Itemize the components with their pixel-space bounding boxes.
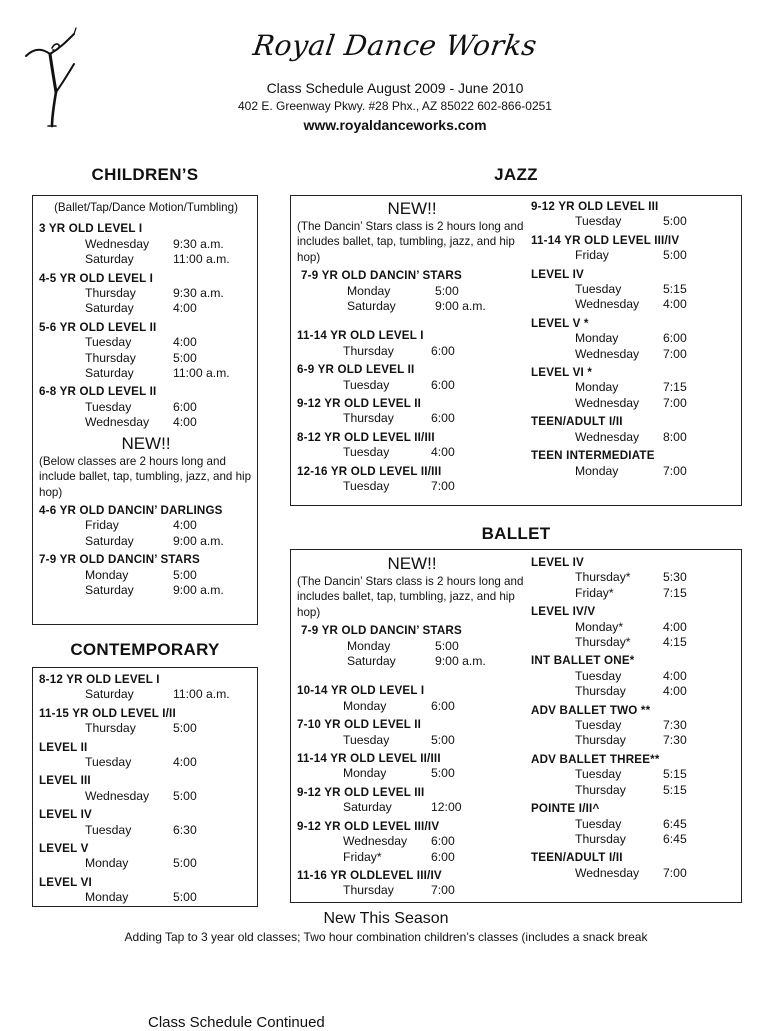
session-time: 4:00 [173,518,197,533]
session-day: Monday* [575,619,624,634]
class-item [39,841,253,872]
session-row [531,331,736,346]
class-name: LEVEL IV [531,556,584,569]
session-time: 6:00 [173,399,197,414]
session-day: Tuesday [85,335,132,350]
session-time: 5:00 [173,856,197,871]
session-day: Thursday [343,411,394,426]
ballet-left-column [297,554,527,902]
session-row [297,733,527,748]
session-row [531,684,736,699]
session-time: 5:30 [663,570,687,585]
session-day: Wednesday [85,415,150,430]
session-time: 11:00 a.m. [173,687,230,702]
session-time: 4:00 [173,335,197,350]
class-item [531,850,736,881]
session-time: 5:00 [173,721,197,736]
session-day: Tuesday [85,399,132,414]
jazz-title: JAZZ [494,165,538,184]
session-time: 6:00 [431,698,455,713]
session-row [39,351,253,366]
session-time: 9:30 a.m. [173,286,224,301]
session-time: 5:00 [663,214,687,229]
session-time: 6:00 [431,849,455,864]
session-row [297,883,527,898]
session-day: Wednesday [575,429,640,444]
session-day: Thursday [343,343,394,358]
class-name: TEEN/ADULT I/II [531,415,623,429]
session-day: Thursday [575,684,626,699]
session-row [297,850,527,865]
class-name: 9-12 YR OLD LEVEL III/IV [297,819,440,833]
class-name: LEVEL IV/V [531,605,596,619]
session-time: 4:00 [663,297,687,312]
class-item [531,199,736,230]
class-item [297,430,527,461]
session-row [297,344,527,359]
session-day: Monday [575,380,619,395]
class-name: LEVEL III [39,774,91,788]
class-name: 6-9 YR OLD LEVEL II [297,363,415,377]
class-item [297,751,527,782]
session-time: 5:00 [173,890,197,905]
class-item [301,623,527,669]
session-day: Tuesday [343,445,390,460]
class-name: 4-6 YR OLD DANCIN’ DARLINGS [39,503,223,517]
session-time: 5:00 [173,788,197,803]
session-day: Monday [85,890,129,905]
session-time: 5:00 [435,283,459,298]
session-row [39,583,253,598]
session-row [39,856,253,871]
session-day: Saturday [343,800,392,815]
session-time: 5:15 [663,782,687,797]
session-time: 5:00 [431,732,455,747]
session-day: Friday [85,518,119,533]
session-row [297,445,527,460]
session-day: Wednesday [575,297,640,312]
session-row [297,699,527,714]
class-name: 5-6 YR OLD LEVEL II [39,320,157,334]
session-row [531,430,736,445]
class-item [531,316,736,362]
jazz-right-class-list [531,199,736,479]
class-name: 7-9 YR OLD DANCIN’ STARS [301,269,462,283]
session-day: Wednesday [85,788,150,803]
session-time: 6:45 [663,831,687,846]
session-day: Thursday [575,733,626,748]
class-item [39,773,253,804]
session-time: 9:00 a.m. [435,299,486,314]
session-time: 6:00 [431,343,455,358]
session-day: Saturday [347,299,396,314]
studio-address: 402 E. Greenway Pkwy. #28 Phx., AZ 85022 602-866-0251 [238,99,552,113]
session-time: 7:15 [663,380,687,395]
dancer-logo [22,18,84,130]
session-row [301,299,527,314]
session-day: Tuesday [575,718,622,733]
session-day: Wednesday [343,834,408,849]
session-row [531,347,736,362]
class-name: 11-15 YR OLD LEVEL I/II [39,706,176,720]
jazz-new-label: NEW!! [387,199,437,218]
jazz-left-column [297,199,527,498]
jazz-new-note: (The Dancin’ Stars class is 2 hours long and includes ballet, tap, tumbling, jazz, and hip hop) [297,220,524,264]
class-name: LEVEL V * [531,316,589,330]
session-day: Monday [575,331,619,346]
class-name: ADV BALLET THREE** [531,752,660,766]
session-day: Tuesday [343,479,390,494]
class-item [531,703,736,749]
class-name: 11-14 YR OLD LEVEL I [297,329,424,343]
session-row [39,400,253,415]
session-time: 4:00 [173,755,197,770]
session-row [531,380,736,395]
class-name: LEVEL VI * [531,366,593,380]
session-row [531,817,736,832]
session-time: 7:00 [663,865,687,880]
session-day: Wednesday [575,395,640,410]
session-day: Friday [575,248,609,263]
session-day: Thursday* [575,570,631,585]
session-time: 11:00 a.m. [173,252,230,267]
session-time: 5:15 [663,767,687,782]
session-row [297,479,527,494]
class-item [531,801,736,847]
session-row [531,832,736,847]
schedule-subtitle: Class Schedule August 2009 - June 2010 [266,80,524,96]
session-time: 4:15 [663,635,687,650]
session-row [39,301,253,316]
contemporary-title: CONTEMPORARY [70,640,220,659]
session-row [531,248,736,263]
session-day: Tuesday [575,668,622,683]
childrens-new-class-list [39,503,253,598]
class-item [297,362,527,393]
session-time: 5:15 [663,282,687,297]
session-row [39,890,253,905]
childrens-new-label: NEW!! [121,433,171,453]
new-this-season-text: Adding Tap to 3 year old classes; Two hour combination children’s classes (includes a snack break [124,930,648,944]
class-item [531,653,736,699]
ballet-right-class-list [531,555,736,881]
session-day: Saturday [85,687,134,702]
session-day: Saturday [85,301,134,316]
session-time: 7:00 [663,346,687,361]
contemporary-class-list [39,672,253,906]
childrens-title: CHILDREN’S [91,165,199,184]
session-row [531,570,736,585]
class-item [39,807,253,838]
session-time: 6:30 [173,822,197,837]
session-day: Monday [347,283,391,298]
contemporary-content [39,672,253,909]
class-item [297,396,527,427]
session-day: Wednesday [575,346,640,361]
session-time: 7:15 [663,585,687,600]
session-time: 9:00 a.m. [173,533,224,548]
session-time: 4:00 [431,445,455,460]
class-item [297,464,527,495]
session-day: Saturday [85,252,134,267]
jazz-right-column [531,199,736,482]
session-day: Thursday [575,782,626,797]
session-row [531,866,736,881]
class-name: LEVEL IV [39,808,92,822]
session-time: 7:00 [663,463,687,478]
schedule-header [150,26,640,134]
session-row [297,834,527,849]
session-time: 9:30 a.m. [173,236,224,251]
class-item [301,268,527,314]
session-time: 12:00 [431,800,462,815]
session-time: 6:00 [431,377,455,392]
session-time: 5:00 [173,350,197,365]
session-day: Tuesday [343,732,390,747]
class-name: INT BALLET ONE* [531,654,635,668]
class-name: TEEN INTERMEDIATE [531,449,655,463]
class-name: 8-12 YR OLD LEVEL II/III [297,430,435,444]
class-item [39,320,253,382]
session-day: Saturday [85,533,134,548]
session-day: Thursday [85,286,136,301]
class-item [297,717,527,748]
session-day: Thursday [575,831,626,846]
ballet-title: BALLET [481,524,551,543]
session-time: 6:00 [431,411,455,426]
class-item [531,267,736,313]
class-name: LEVEL IV [531,267,584,281]
class-name: POINTE I/II^ [531,802,600,816]
class-item [531,604,736,650]
class-item [531,233,736,264]
session-day: Wednesday [575,865,640,880]
session-day: Friday* [575,585,614,600]
session-time: 5:00 [173,567,197,582]
new-this-season-title: New This Season [323,910,449,927]
session-time: 9:00 a.m. [173,582,224,597]
session-row [39,415,253,430]
class-name: 9-12 YR OLD LEVEL II [297,397,422,411]
session-row [39,568,253,583]
class-name: 6-8 YR OLD LEVEL II [39,385,157,399]
session-row [39,366,253,381]
session-time: 7:00 [431,479,455,494]
class-name: 8-12 YR OLD LEVEL I [39,673,160,686]
session-time: 4:00 [173,415,197,430]
session-day: Tuesday [575,282,622,297]
jazz-left-class-list [297,268,527,494]
session-row [531,635,736,650]
session-time: 6:45 [663,816,687,831]
session-time: 5:00 [431,766,455,781]
class-name: 9-12 YR OLD LEVEL III [297,785,425,799]
session-row [531,396,736,411]
session-row [39,721,253,736]
class-item [39,384,253,430]
session-row [531,464,736,479]
class-item [297,819,527,865]
session-day: Saturday [85,366,134,381]
session-day: Tuesday [575,214,622,229]
session-row [531,214,736,229]
childrens-note: (Ballet/Tap/Dance Motion/Tumbling) [54,201,238,214]
session-day: Tuesday [575,816,622,831]
session-time: 5:00 [435,638,459,653]
class-name: LEVEL II [39,740,88,754]
session-day: Tuesday [85,822,132,837]
class-item [297,785,527,816]
session-day: Friday* [343,849,382,864]
ballet-new-label: NEW!! [387,554,437,573]
session-day: Monday [85,856,129,871]
session-time: 6:00 [431,834,455,849]
session-time: 7:30 [663,733,687,748]
class-item [39,221,253,267]
class-item [39,672,253,703]
session-row [531,733,736,748]
class-name: 11-14 YR OLD LEVEL II/III [297,752,441,766]
session-time: 4:00 [173,301,197,316]
class-name: 9-12 YR OLD LEVEL III [531,200,659,213]
ballet-right-column [531,555,736,884]
session-day: Tuesday [343,377,390,392]
class-name: 7-9 YR OLD DANCIN’ STARS [301,624,462,638]
class-item [297,328,527,359]
session-row [39,789,253,804]
session-time: 4:00 [663,668,687,683]
session-day: Thursday [343,883,394,898]
session-row [297,766,527,781]
class-item [297,683,527,714]
class-item [39,740,253,771]
ballet-left-class-list [297,623,527,899]
class-name: 7-9 YR OLD DANCIN’ STARS [39,553,200,567]
class-item [39,503,253,549]
studio-name: Royal Dance Works [250,29,540,62]
session-row [39,335,253,350]
class-name: 10-14 YR OLD LEVEL I [297,684,425,698]
session-day: Monday [85,567,129,582]
session-row [531,620,736,635]
session-row [531,586,736,601]
session-row [39,823,253,838]
class-item [531,448,736,479]
class-item [39,552,253,598]
childrens-content [39,200,253,601]
class-name: 11-14 YR OLD LEVEL III/IV [531,233,680,247]
class-name: ADV BALLET TWO ** [531,703,651,717]
session-row [531,297,736,312]
session-row [531,767,736,782]
class-item [531,414,736,445]
session-day: Wednesday [85,236,150,251]
ballet-new-note: (The Dancin’ Stars class is 2 hours long and includes ballet, tap, tumbling, jazz, and hip hop) [297,575,524,619]
session-time: 7:00 [663,395,687,410]
session-time: 6:00 [663,331,687,346]
session-row [297,378,527,393]
class-name: LEVEL VI [39,875,92,889]
class-name: 7-10 YR OLD LEVEL II [297,718,422,732]
childrens-new-note: (Below classes are 2 hours long and include ballet, tap, tumbling, jazz, and hip hop) [39,454,252,499]
session-time: 8:00 [663,429,687,444]
session-row [297,800,527,815]
session-row [39,755,253,770]
schedule-continued: Class Schedule Continued [148,1014,325,1031]
session-row [301,654,527,669]
session-row [297,411,527,426]
session-row [39,534,253,549]
session-time: 11:00 a.m. [173,366,230,381]
session-row [301,284,527,299]
class-item [531,365,736,411]
class-name: LEVEL V [39,842,89,856]
session-time: 9:00 a.m. [435,654,486,669]
session-day: Tuesday [85,755,132,770]
session-day: Thursday [85,350,136,365]
session-row [531,718,736,733]
session-row [39,687,253,702]
session-row [39,518,253,533]
session-row [531,669,736,684]
session-day: Monday [343,766,387,781]
class-name: TEEN/ADULT I/II [531,851,623,865]
session-day: Saturday [347,654,396,669]
session-day: Thursday [85,721,136,736]
session-row [531,783,736,798]
session-day: Monday [575,463,619,478]
session-row [39,286,253,301]
studio-website: www.royaldanceworks.com [303,117,487,133]
session-day: Thursday* [575,635,631,650]
class-item [39,875,253,906]
class-name: 4-5 YR OLD LEVEL I [39,271,153,285]
class-name: 11-16 YR OLDLEVEL III/IV [297,868,442,882]
session-day: Tuesday [575,767,622,782]
session-row [39,252,253,267]
childrens-class-list [39,221,253,430]
session-day: Monday [343,698,387,713]
session-row [531,282,736,297]
class-item [39,271,253,317]
class-name: 3 YR OLD LEVEL I [39,222,143,236]
session-day: Monday [347,638,391,653]
class-item [531,752,736,798]
session-time: 7:30 [663,718,687,733]
session-time: 7:00 [431,883,455,898]
class-item [297,868,527,899]
session-row [39,237,253,252]
class-item [39,706,253,737]
session-time: 4:00 [663,684,687,699]
session-day: Saturday [85,582,134,597]
session-row [301,639,527,654]
session-time: 4:00 [663,619,687,634]
class-name: 12-16 YR OLD LEVEL II/III [297,464,442,478]
session-time: 5:00 [663,248,687,263]
class-item [531,555,736,601]
